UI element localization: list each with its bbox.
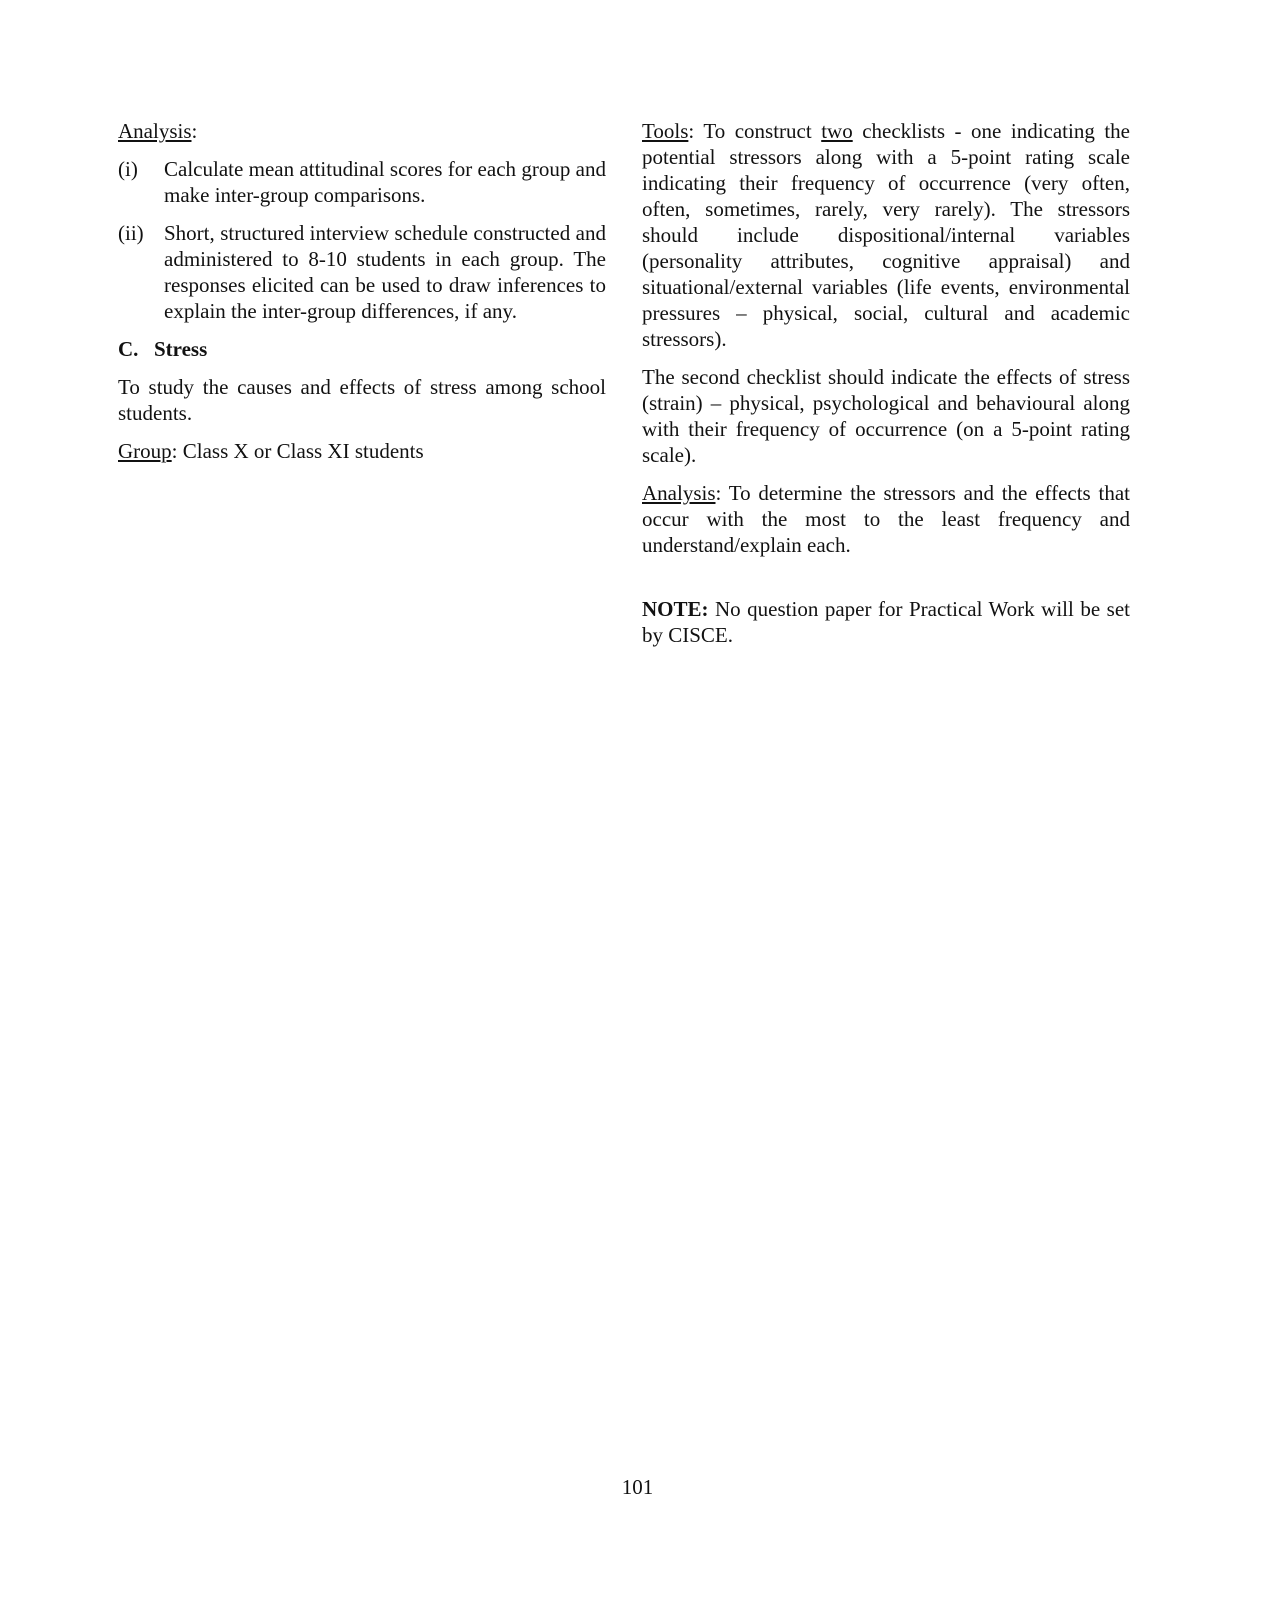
analysis-paragraph <box>642 480 1130 558</box>
tools-label: Tools <box>642 119 689 143</box>
section-heading <box>118 336 606 362</box>
section-letter: C. <box>118 337 139 361</box>
section-title: Stress <box>154 337 208 361</box>
list-item <box>118 220 606 324</box>
analysis-label: Analysis <box>118 119 192 143</box>
analysis-heading <box>118 118 606 144</box>
note-paragraph <box>642 596 1130 648</box>
aim-paragraph: To study the causes and effects of stress among school students. <box>118 375 606 425</box>
right-column <box>642 118 1130 660</box>
tools-two: two <box>821 119 853 143</box>
tools-paragraph <box>642 118 1130 352</box>
analysis-label-right: Analysis <box>642 481 716 505</box>
note-label: NOTE: <box>642 597 709 621</box>
page-number: 101 <box>621 1475 654 1499</box>
tools-pre: : To construct <box>688 119 822 143</box>
list-item-text: Calculate mean attitudinal scores for each group and make inter-group comparisons. <box>164 157 606 207</box>
analysis-text: : To determine the stressors and the effects that occur with the most to the least frequency and understand/explain each. <box>642 481 1130 557</box>
group-paragraph <box>118 438 606 464</box>
list-item-number: (ii) <box>118 221 144 245</box>
note-text: No question paper for Practical Work will be set by CISCE. <box>642 597 1130 647</box>
analysis-colon: : <box>191 119 198 143</box>
tools-post: checklists - one indicating the potential stressors along with a 5-point rating scale indicating their frequency of occurrence (very often, often, sometimes, rarely, very rarely). The stressors should include dispositional/internal variables (personality attributes, cognitive appraisal) and situational/external variables (life events, environmental pressures – physical, social, cultural and academic stressors). <box>642 119 1131 351</box>
left-column <box>118 118 606 476</box>
list-item-number: (i) <box>118 157 138 181</box>
list-item-text: Short, structured interview schedule constructed and administered to 8-10 students in each group. The responses elicited can be used to draw inferences to explain the inter-group differences, if any. <box>164 221 606 323</box>
list-item <box>118 156 606 208</box>
group-label: Group <box>118 439 172 463</box>
second-checklist-paragraph: The second checklist should indicate the effects of stress (strain) – physical, psychological and behavioural along with their frequency of occurrence (on a 5-point rating scale). <box>642 365 1130 467</box>
group-text: : Class X or Class XI students <box>171 439 424 463</box>
